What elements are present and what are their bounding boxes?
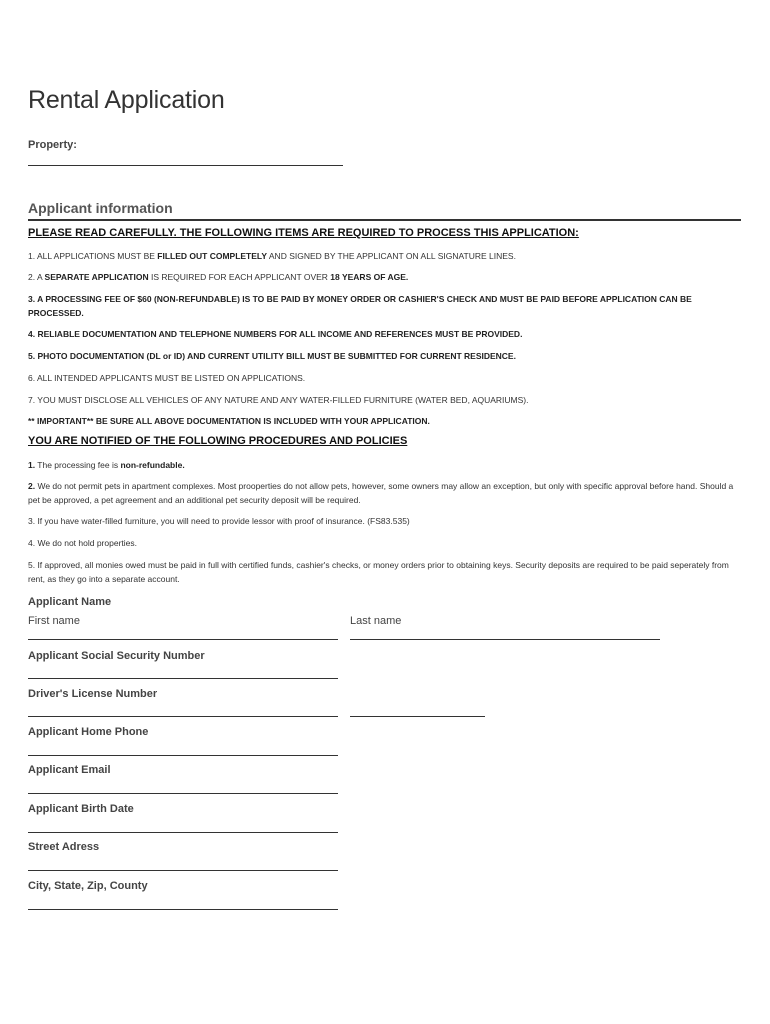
- home-phone-label: Applicant Home Phone: [28, 726, 149, 738]
- property-field[interactable]: [28, 165, 343, 166]
- applicant-name-label: Applicant Name: [28, 596, 112, 608]
- ssn-field[interactable]: [28, 678, 338, 679]
- requirement-item-7: 7. YOU MUST DISCLOSE ALL VEHICLES OF ANY NATURE AND ANY WATER-FILLED FURNITURE (WATER BED, AQUARIUMS).: [28, 395, 529, 405]
- street-address-field[interactable]: [28, 870, 338, 871]
- policies-heading: YOU ARE NOTIFIED OF THE FOLLOWING PROCEDURES AND POLICIES: [28, 435, 408, 447]
- requirements-heading: PLEASE READ CAREFULLY. THE FOLLOWING ITEMS ARE REQUIRED TO PROCESS THIS APPLICATION:: [28, 227, 579, 239]
- policy-item-5: 5. If approved, all monies owed must be paid in full with certified funds, cashier's checks, or money orders prior to obtaining keys. Security deposits are required to be paid seperately from rent, as they go into a separate account.: [28, 560, 729, 584]
- home-phone-field[interactable]: [28, 755, 338, 756]
- requirement-item-1: 1. ALL APPLICATIONS MUST BE FILLED OUT COMPLETELY AND SIGNED BY THE APPLICANT ON ALL SIGNATURE LINES.: [28, 251, 516, 261]
- section-title-applicant-information: Applicant information: [28, 200, 173, 216]
- policy-item-1: 1. The processing fee is non-refundable.: [28, 460, 185, 470]
- first-name-label: First name: [28, 615, 80, 627]
- requirement-item-5: 5. PHOTO DOCUMENTATION (DL or ID) AND CURRENT UTILITY BILL MUST BE SUBMITTED FOR CURRENT RESIDENCE.: [28, 351, 516, 361]
- ssn-label: Applicant Social Security Number: [28, 650, 205, 662]
- email-label: Applicant Email: [28, 764, 111, 776]
- drivers-license-label: Driver's License Number: [28, 688, 158, 700]
- email-field[interactable]: [28, 793, 338, 794]
- street-address-label: Street Adress: [28, 841, 100, 853]
- city-state-zip-field[interactable]: [28, 909, 338, 910]
- first-name-field[interactable]: [28, 639, 338, 640]
- last-name-label: Last name: [350, 615, 402, 627]
- requirement-item-6: 6. ALL INTENDED APPLICANTS MUST BE LISTED ON APPLICATIONS.: [28, 373, 306, 383]
- birth-date-field[interactable]: [28, 832, 338, 833]
- property-label: Property:: [28, 139, 77, 151]
- section-divider: [28, 219, 741, 221]
- requirement-item-2: 2. A SEPARATE APPLICATION IS REQUIRED FOR EACH APPLICANT OVER 18 YEARS OF AGE.: [28, 272, 409, 282]
- important-note: ** IMPORTANT** BE SURE ALL ABOVE DOCUMENTATION IS INCLUDED WITH YOUR APPLICATION.: [28, 416, 430, 426]
- drivers-license-state-field[interactable]: [350, 716, 485, 717]
- city-state-zip-label: City, State, Zip, County: [28, 880, 148, 892]
- requirement-item-4: 4. RELIABLE DOCUMENTATION AND TELEPHONE NUMBERS FOR ALL INCOME AND REFERENCES MUST BE PROVIDED.: [28, 329, 523, 339]
- policy-item-3: 3. If you have water-filled furniture, you will need to provide lessor with proof of insurance. (FS83.535): [28, 516, 410, 526]
- policy-item-2: 2. We do not permit pets in apartment complexes. Most prooperties do not allow pets, however, some owners may allow an exception, but only with specific approval before hand. Should a pet be approved, a pet agreement and an additional pet security deposit will be required.: [28, 481, 734, 505]
- birth-date-label: Applicant Birth Date: [28, 803, 134, 815]
- last-name-field[interactable]: [350, 639, 660, 640]
- requirement-item-3: 3. A PROCESSING FEE OF $60 (NON-REFUNDABLE) IS TO BE PAID BY MONEY ORDER OR CASHIER'S CHECK AND MUST BE PAID BEFORE APPLICATION CAN BE PROCESSED.: [28, 294, 692, 318]
- page-title: Rental Application: [28, 86, 225, 114]
- policy-item-4: 4. We do not hold properties.: [28, 538, 137, 548]
- drivers-license-field[interactable]: [28, 716, 338, 717]
